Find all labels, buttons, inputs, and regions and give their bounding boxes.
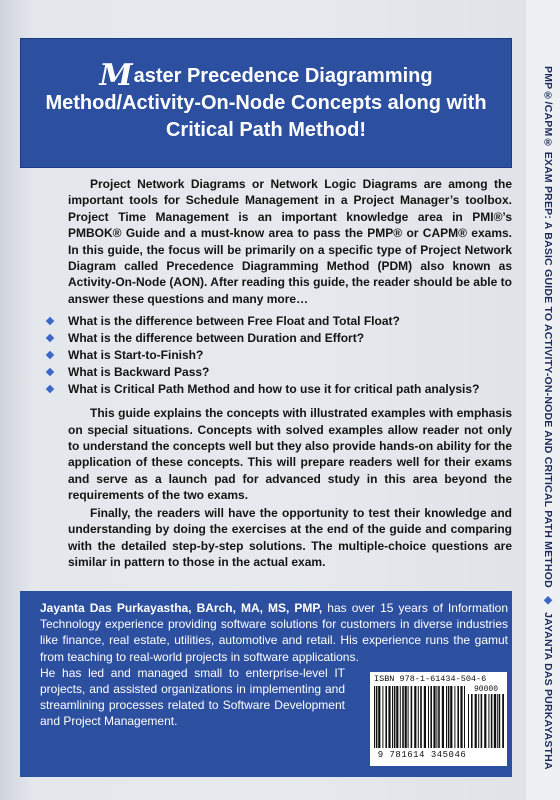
diamond-bullet-icon (46, 385, 54, 393)
author-credentials: BArch, MA, MS, PMP, (196, 601, 323, 615)
barcode-bar (497, 694, 498, 748)
banner-line-1: Master Precedence Diagramming (99, 58, 433, 93)
barcode-bar (428, 686, 429, 748)
barcode-bar (414, 686, 416, 748)
barcode-bar (376, 686, 378, 748)
banner-line-2: Method/Activity-On-Node Concepts along with (45, 92, 487, 114)
barcode-bar (424, 686, 426, 748)
barcode-bar (448, 686, 450, 748)
barcode-bar (433, 686, 435, 748)
isbn-barcode (370, 672, 507, 766)
barcode-bar (442, 686, 444, 748)
list-item: What is the difference between Duration and Effort? (42, 330, 512, 347)
barcode-bar (481, 694, 483, 748)
barcode-number: 9 781614 345046 (377, 750, 467, 760)
barcode-bar (454, 686, 455, 748)
price-code: 90000 (473, 685, 498, 694)
list-item: What is Start-to-Finish? (42, 347, 512, 364)
list-item: What is Critical Path Method and how to use it for critical path analysis? (42, 381, 512, 398)
barcode-bar (502, 694, 504, 748)
barcode-bar (460, 686, 462, 748)
author-name: Jayanta Das Purkayastha, (40, 601, 192, 615)
isbn-label: ISBN 978-1-61434-504-6 (374, 674, 487, 684)
barcode-bar (392, 686, 393, 748)
barcode-bar (411, 686, 413, 748)
barcode-bar (400, 686, 401, 748)
intro-paragraph: Project Network Diagrams or Network Logic Diagrams are among the important tools for Schedule Management in a Project Manager’s toolbox. Project Time Management is an important knowledge area in PMI®’s PMBOK® Guide and a must-know area to pass the PMP® or CAPM® exams. In this guide, the focus will be primarily on a specific type of Project Network Diagram called Precedence Diagramming Method (PDM) also known as Activity-On-Node (AON). After reading this guide, the reader should be able to answer these questions and many more… (68, 177, 512, 306)
barcode-bar (396, 686, 398, 748)
barcode-bar (471, 694, 473, 748)
diamond-bullet-icon (46, 368, 54, 376)
list-item: What is the difference between Free Float and Total Float? (42, 313, 512, 330)
barcode-bar (374, 686, 375, 748)
barcode-bar (488, 694, 489, 748)
barcode-bar (405, 686, 407, 748)
barcode-bar (382, 686, 383, 748)
barcode-bar (378, 686, 380, 748)
decorative-initial: M (99, 58, 133, 93)
barcode-bar (494, 694, 496, 748)
barcode-bar (418, 686, 419, 748)
barcode-bar (436, 686, 437, 748)
barcode-bar (484, 694, 486, 748)
spine-title: PMP®/CAPM® EXAM PREP: A BASIC GUIDE TO ACTIVITY-ON-NODE AND CRITICAL PATH METHOD (542, 66, 554, 588)
question-list (42, 313, 512, 398)
barcode-bar (475, 694, 477, 748)
barcode-bar (491, 694, 493, 748)
barcode-bar (468, 694, 469, 748)
barcode-bar (478, 694, 479, 748)
diamond-bullet-icon (46, 351, 54, 359)
barcode-bar (402, 686, 404, 748)
barcode-bars (374, 686, 466, 748)
barcode-bar (420, 686, 422, 748)
closing-paragraph: Finally, the readers will have the opportunity to test their knowledge and understanding by doing the exercises at the end of the guide and comparing with the detailed step-by-step solutions. The multiple-choice questions are similar in pattern to those in the actual exam. (68, 505, 512, 569)
barcode-bar (388, 686, 390, 748)
spine-text (532, 66, 554, 770)
diamond-bullet-icon (46, 317, 54, 325)
barcode-bar (450, 686, 452, 748)
title-banner (20, 38, 512, 168)
price-barcode-bars (468, 694, 504, 748)
banner-line-3: Critical Path Method! (165, 119, 366, 141)
barcode-bar (408, 686, 409, 748)
author-bio-wide: Jayanta Das Purkayastha, BArch, MA, MS, PMP, has over 15 years of Information Technology experience providing software solutions for customers in diverse industries like finance, real estate, utilities, automotive and retail. His experience runs the gamut from teaching to real-world projects in software applications. (40, 601, 508, 664)
author-bio-narrow: He has led and managed small to enterprise-level IT projects, and assisted organizations in implementing and streamlining processes related to Software Development and Project Management. (40, 665, 345, 729)
barcode-bar (394, 686, 396, 748)
explanation-paragraph: This guide explains the concepts with illustrated examples with emphasis on special situations. Concepts with solved examples allow reader not only to understand the concepts well but they also provide hands-on ability for the application of these concepts. This will prepare readers well for their exams and serve as a launch pad for advanced study in this area beyond the requirements of the two exams. (68, 406, 512, 503)
spine-separator-icon: ◆ (542, 593, 554, 607)
barcode-bar (446, 686, 447, 748)
barcode-bar (438, 686, 440, 748)
list-item: What is Backward Pass? (42, 364, 512, 381)
description (68, 176, 512, 570)
barcode-bar (464, 686, 465, 748)
spine-author: JAYANTA DAS PURKAYASTHA (542, 612, 554, 770)
diamond-bullet-icon (46, 334, 54, 342)
barcode-bar (499, 694, 501, 748)
barcode-bar (457, 686, 459, 748)
barcode-bar (385, 686, 387, 748)
barcode-bar (430, 686, 432, 748)
